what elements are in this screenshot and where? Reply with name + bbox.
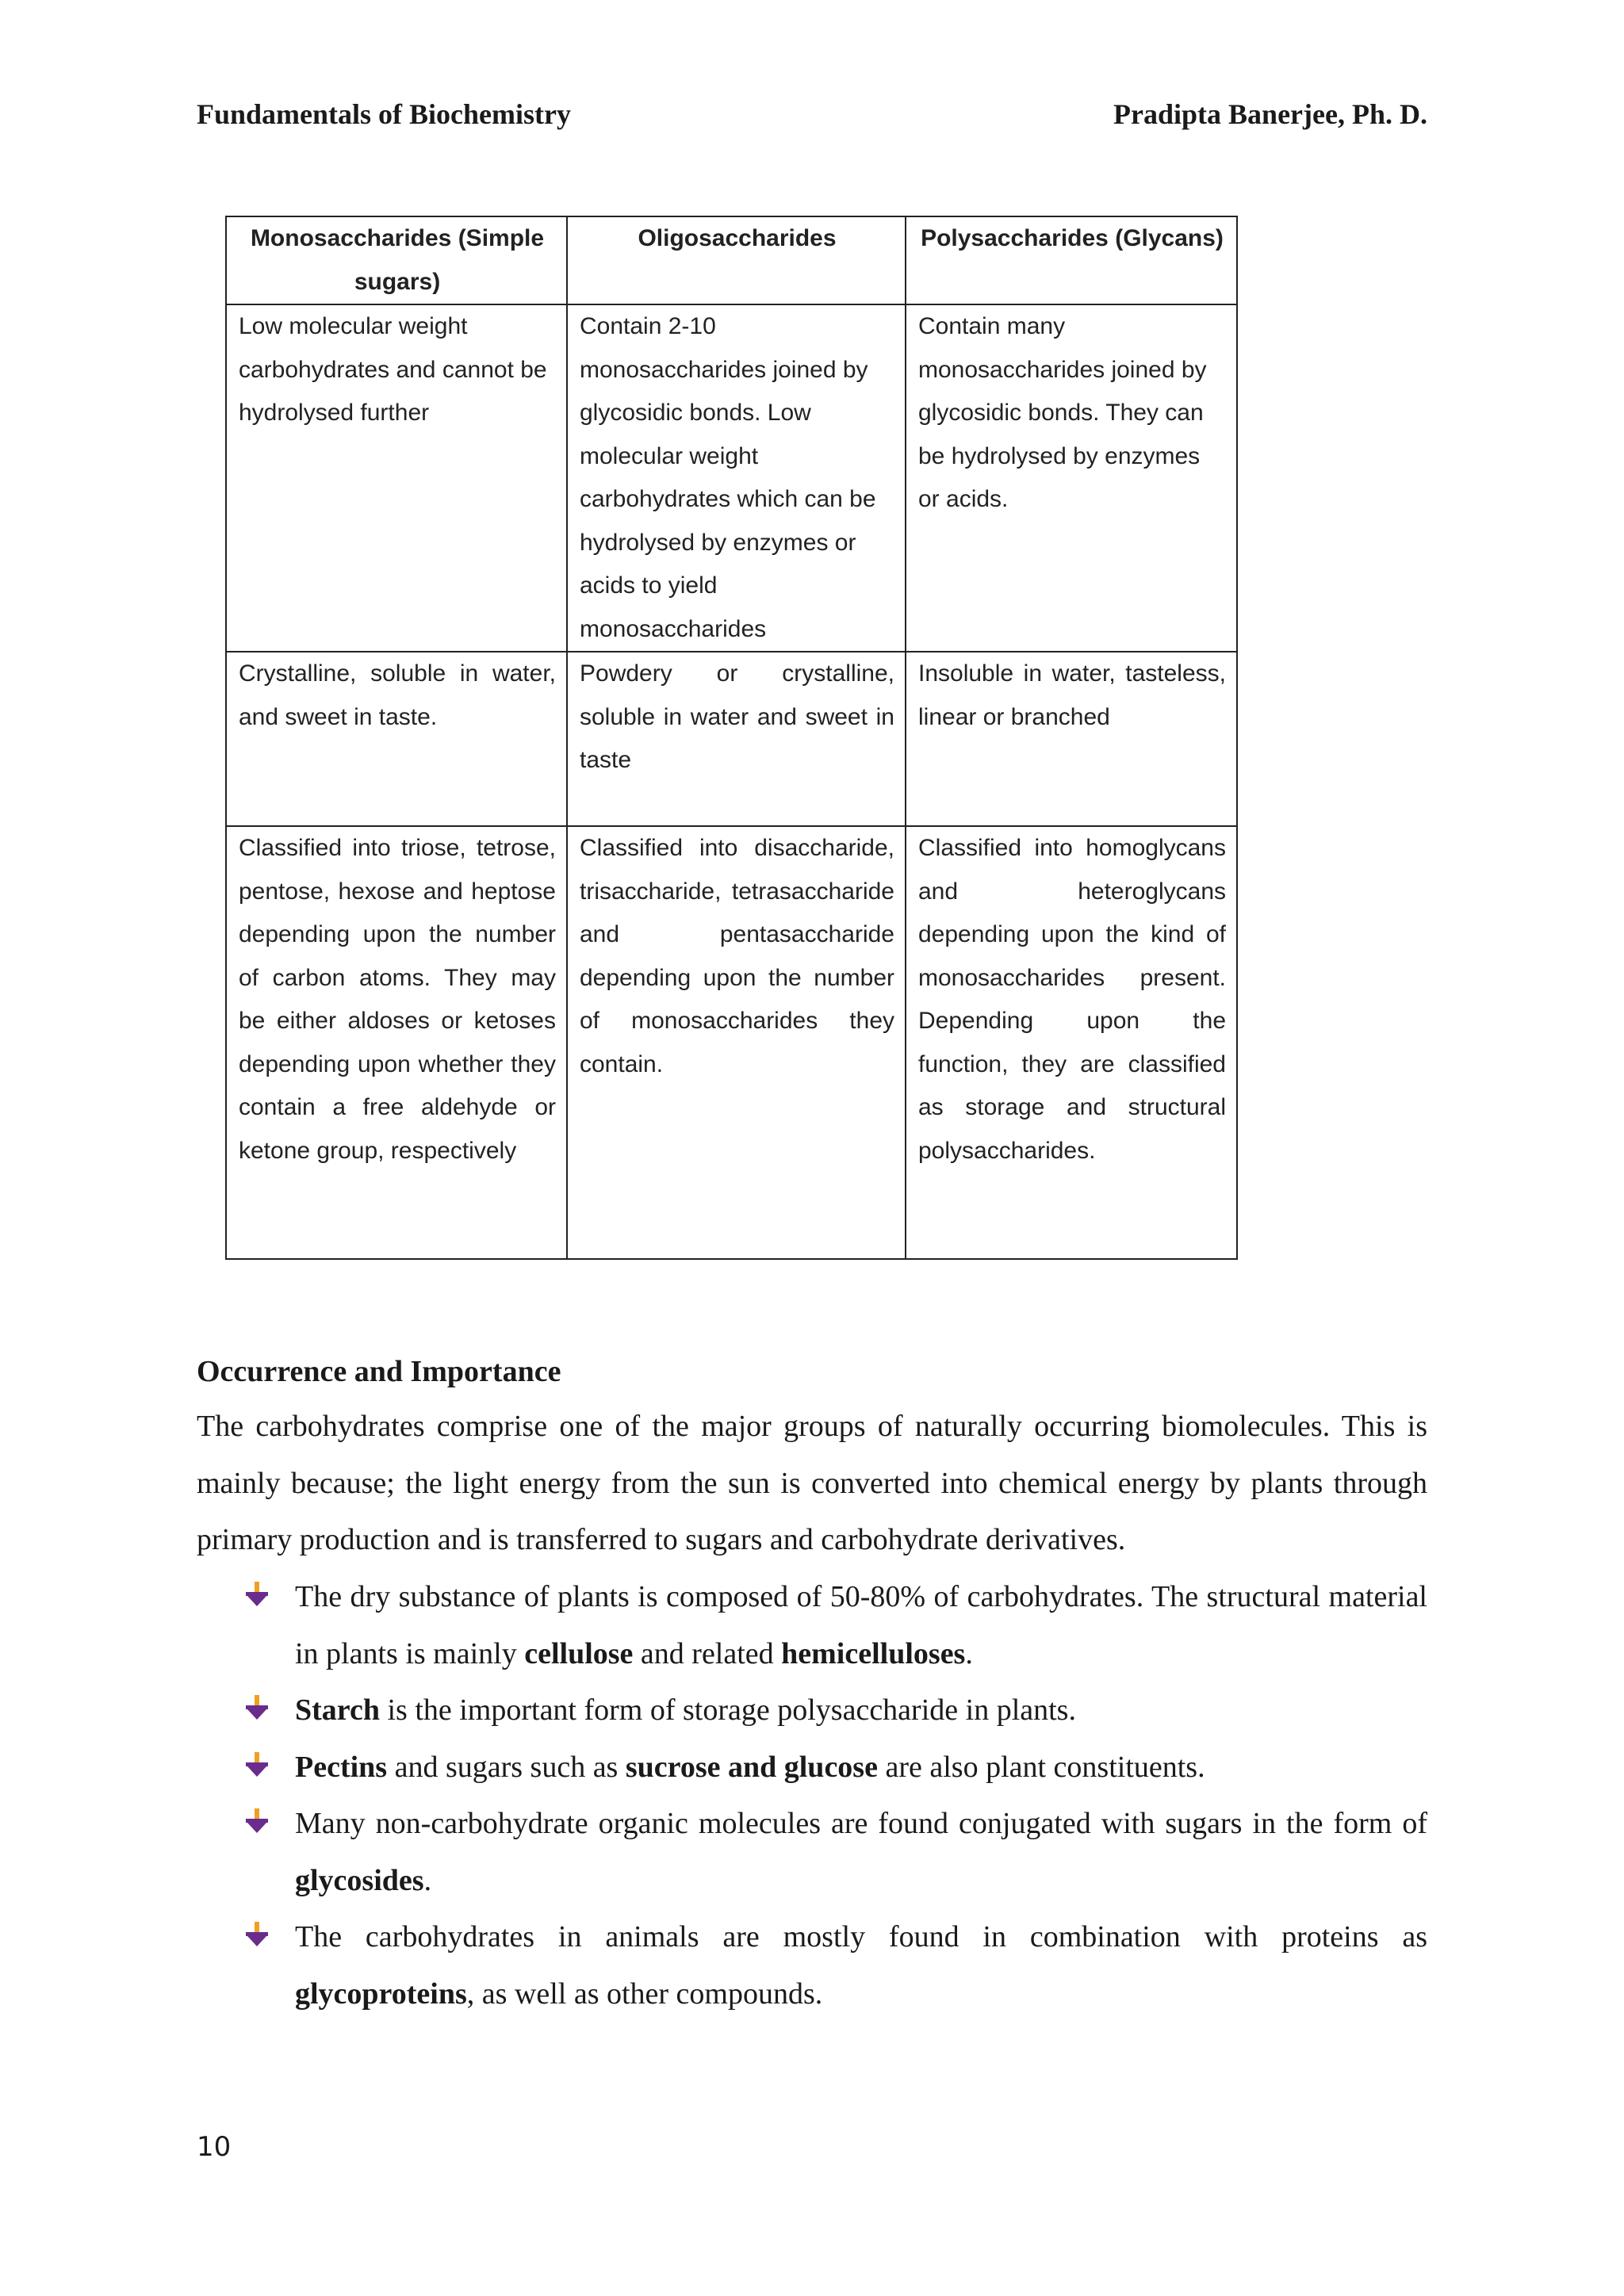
arrow-bullet-icon: [243, 1807, 271, 1835]
table-cell: Classified into homoglycans and heteroglycans depending upon the kind of monosaccharides present. Depending upon the function, they are classified as storage and structural polysaccharides.: [906, 826, 1237, 1259]
author-name: Pradipta Banerjee, Ph. D.: [1113, 98, 1427, 130]
table-cell: Insoluble in water, tasteless, linear or branched: [906, 652, 1237, 826]
table-cell: Powdery or crystalline, soluble in water and sweet in taste: [567, 652, 906, 826]
table-row: [226, 826, 1237, 1259]
book-title: Fundamentals of Biochemistry: [197, 98, 571, 130]
table-cell: Contain 2-10 monosaccharides joined by glycosidic bonds. Low molecular weight carbohydrates which can be hydrolysed by enzymes or acids to yield monosaccharides: [567, 304, 906, 652]
header-polysaccharides: Polysaccharides (Glycans): [906, 216, 1237, 304]
classification-table: [225, 216, 1238, 1260]
list-item: Many non-carbohydrate organic molecules are found conjugated with sugars in the form of glycosides.: [243, 1796, 1427, 1909]
table-cell: Classified into triose, tetrose, pentose, hexose and heptose depending upon the number of carbon atoms. They may be either aldoses or ketoses depending upon whether they contain a free aldehyde or ketone group, respectively: [226, 826, 567, 1259]
table-cell: Crystalline, soluble in water, and sweet in taste.: [226, 652, 567, 826]
intro-paragraph: The carbohydrates comprise one of the major groups of naturally occurring biomolecules. This is mainly because; the light energy from the sun is converted into chemical energy by plants through primary production and is transferred to sugars and carbohydrate derivatives.: [197, 1410, 1427, 1556]
table-header-row: [226, 216, 1237, 304]
arrow-bullet-icon: [243, 1693, 271, 1722]
list-item: The dry substance of plants is composed of 50-80% of carbohydrates. The structural material in plants is mainly cellulose and related hemicelluloses.: [243, 1569, 1427, 1682]
list-item: Pectins and sugars such as sucrose and glucose are also plant constituents.: [243, 1739, 1427, 1797]
table-row: [226, 652, 1237, 826]
arrow-bullet-icon: [243, 1751, 271, 1779]
table-cell: Low molecular weight carbohydrates and cannot be hydrolysed further: [226, 304, 567, 652]
section-title: Occurrence and Importance: [197, 1355, 561, 1388]
bullet-list: [243, 1569, 1427, 2022]
carbohydrate-classification-table: [225, 216, 1236, 1260]
table-cell: Classified into disaccharide, trisaccharide, tetrasaccharide and pentasaccharide depending upon the number of monosaccharides they contain.: [567, 826, 906, 1259]
list-item: Starch is the important form of storage polysaccharide in plants.: [243, 1682, 1427, 1739]
table-row: [226, 304, 1237, 652]
list-item: The carbohydrates in animals are mostly found in combination with proteins as glycoproteins, as well as other compounds.: [243, 1909, 1427, 2022]
arrow-bullet-icon: [243, 1580, 271, 1609]
header-oligosaccharides: Oligosaccharides: [567, 216, 906, 304]
table-cell: Contain many monosaccharides joined by glycosidic bonds. They can be hydrolysed by enzymes or acids.: [906, 304, 1237, 652]
page-header: [197, 97, 1427, 132]
header-monosaccharides: Monosaccharides (Simple sugars): [226, 216, 567, 304]
arrow-bullet-icon: [243, 1920, 271, 1949]
page-number: 10: [197, 2131, 232, 2163]
